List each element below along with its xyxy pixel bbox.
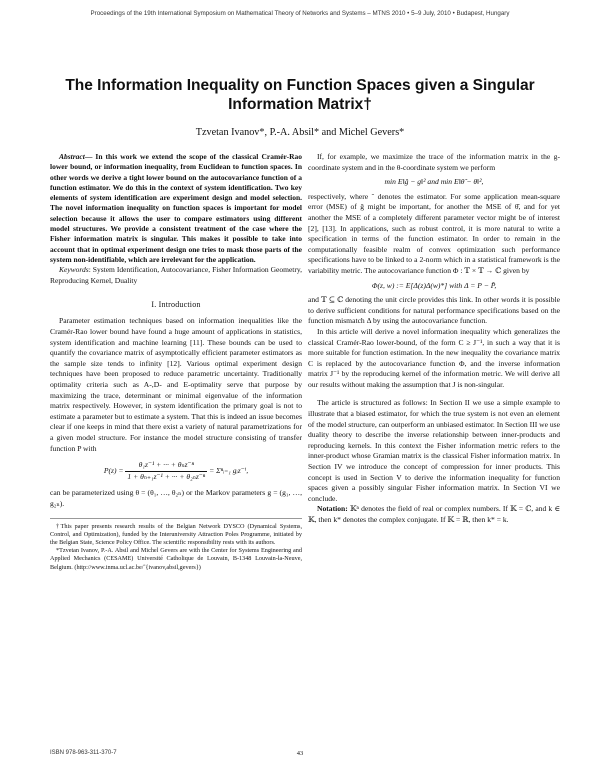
right-paragraph-2: respectively, where ˆ denotes the estimator. For some application mean-square error (MSE) of ĝ might be important, for another the MSE of θ̂, and for yet another the MSE of a completely different parameter vector might be of interest [2], [13]. In applications, such as robust control, it is more natural to write a specification in terms of the function estimator. In order to remain in the computationally feasible realm of convex optimization such performance specifications have to be linked to a 2-norm which in a statistical framework is the variability metric. The autocovariance function Φ : 𝕋 × 𝕋 → ℂ given by <box>308 191 560 275</box>
footnote-affiliation: *Tzvetan Ivanov, P.-A. Absil and Michel Gevers are with the Center for Systems Engineering and Applied Mechanics (CESAME) Université Catholique de Louvain, B-1348 Louvain-la-Neuve, Belgium. (http://www.inma.ucl.ac.be/˜{ivanov,absil,gevers}) <box>50 547 302 571</box>
notation-text: 𝕂ⁿ denotes the field of real or complex numbers. If 𝕂 = ℂ, and k ∈ 𝕂, then k* denotes the complex conjugate. If 𝕂 = ℝ, then k* = k. <box>308 504 560 524</box>
abstract-label: Abstract <box>59 152 85 161</box>
notation-label: Notation: <box>317 504 348 514</box>
keywords-text: : System Identification, Autocovariance, Fisher Information Geometry, Reproducing Kernel, Duality <box>50 265 302 285</box>
authors: Tzvetan Ivanov*, P.-A. Absil* and Michel Gevers* <box>195 127 405 138</box>
right-paragraph-4: In this article will derive a novel information inequality which generalizes the classical Cramér-Rao lower-bound, of the form C ≥ J⁻¹, in such a way that it is more suitable for function estimation. In the new inequality the covariance matrix C is replaced by the autocovariance function Φ, and the inverse information matrix J⁻¹ by the reproducing kernel of the information metric. We will derive all our results without making the assumption that J is non-singular. <box>308 326 560 389</box>
right-paragraph-5: The article is structured as follows: In Section II we use a simple example to illustrate that a biased estimator, for which the true system is not even an element of the model structure, can outperform an unbiased estimator. In Section III we use duality theory to describe the inverse relationship between inner-products and reproducing kernels. In this context the Fisher information metric refers to the inner-product whose Gramian matrix is the classical Fisher information matrix. In Section IV we introduce the concept of compression for inner products. This concept is used in Section V to derive the information inequality for function spaces given a possibly singular Fisher information matrix. In Section VI we conclude. <box>308 398 560 503</box>
keywords-label: Keywords <box>59 265 89 275</box>
abstract <box>50 152 302 265</box>
eq-p-fraction <box>125 460 207 482</box>
isbn: ISBN 978-963-311-370-7 <box>50 750 117 756</box>
section-heading-introduction: I. Introduction <box>151 299 201 309</box>
abstract-text: — In this work we extend the scope of the classical Cramér-Rao lower bound, or information inequality, from Euclidean to function spaces. In other words we derive a tight lower bound on the autocovariance function of a function estimator. We do this in the context of system identification. Two key elements of system identification are experiment design and model selection. The novel information inequality on function spaces is important for model selection because it allows the user to compare estimators using different model structures. We provide a consistent treatment of the case where the Fisher information matrix is singular. This makes it possible to take into account that in optimal experiment design one tries to mask those parts of the system non-identifiable, which are irrelevant for the application. <box>50 152 302 264</box>
page-number: 43 <box>296 750 304 757</box>
right-column <box>308 152 560 526</box>
running-header: Proceedings of the 19th International Symposium on Mathematical Theory of Networks and Systems – MTNS 2010 • 5–9 July, 2010 • Budapest, Hungary <box>90 10 510 17</box>
notation-paragraph <box>308 504 560 525</box>
eq-p-denominator: 1 + θₙ₊₁z⁻¹ + ··· + θ₂ₙz⁻ⁿ <box>127 471 206 481</box>
footnotes <box>50 518 302 572</box>
right-paragraph-1: If, for example, we maximize the trace of the information matrix in the g-coordinate system and in the θ-coordinate system we perform <box>308 152 560 172</box>
eq-p-rhs: = Σⁿᵢ₌₁ gᵢz⁻ⁱ, <box>209 466 249 476</box>
eq-p-numerator: θ₁z⁻¹ + ··· + θₙz⁻ⁿ <box>125 460 207 472</box>
equation-min-mse: min E‖ĝ − g‖² and min E‖θ̂ − θ‖², <box>384 177 484 187</box>
footnote-funding: †This paper presents research results of the Belgian Network DYSCO (Dynamical Systems, Control, and Optimization), funded by the Interuniversity Attraction Poles Programme, initiated by the Belgian State, Science Policy Office. The scientific responsibility rests with its authors. <box>50 522 302 546</box>
equation-autocovariance: Φ(z, w) := E[Δ(z)Δ(w)*] with Δ = P − P̂, <box>371 280 497 290</box>
equation-transfer-function <box>50 460 302 482</box>
eq-p-lhs: P(z) = <box>103 466 124 476</box>
right-paragraph-3: and 𝕋 ⊆ ℂ denoting the unit circle provides this link. In other words it is possible to derive sufficient conditions for natural performance specifications based on the function mismatch Δ by using the autocovariance function. <box>308 295 560 326</box>
keywords <box>50 265 302 286</box>
paper-title: The Information Inequality on Function Spaces given a Singular Information Matrix† <box>65 77 535 113</box>
intro-paragraph-1b: can be parameterized using θ = (θ₁, …, θ₂ₙ) or the Markov parameters g = (g₁, …, g₂ₙ). <box>50 488 302 508</box>
intro-paragraph-1: Parameter estimation techniques based on information inequalities like the Cramér-Rao lower bound have found a huge amount of applications in statistics, system identification and machine learning [11]. These bounds can be used to quantify the covariance matrix of asymptotically efficient parameter estimators as the sample size tends to infinity [12]. Various optimal experiment design techniques have been proposed to reduce parametric uncertainty. Traditionally optimality criteria such as A-,D- and E-optimality serve that purpose by maximizing the trace, determinant or minimal eigenvalue of the information matrix respectively. However, in system identification the primary goal is not to estimate a parameter but to estimate a system. That this is indeed an issue becomes clear if one keeps in mind that there exist a variety of natural parametrizations for a given model structure. For instance the model structure consisting of transfer function P with <box>50 316 302 453</box>
left-column <box>50 152 302 572</box>
